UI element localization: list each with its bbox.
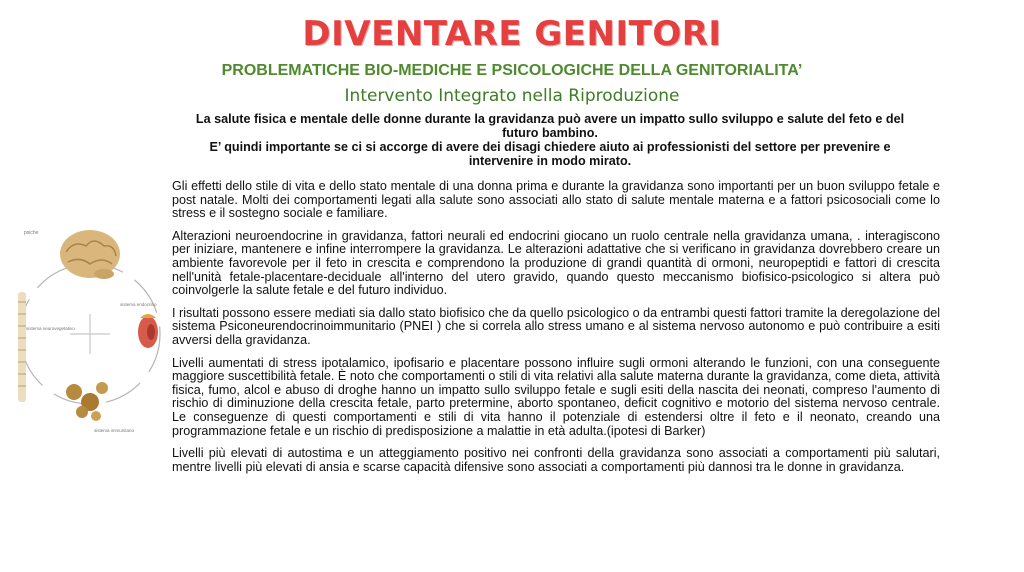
body-text bbox=[172, 180, 940, 483]
paragraph: Gli effetti dello stile di vita e dello stato mentale di una donna prima e durante la gravidanza sono importanti per un buon sviluppo fetale e post natale. Molti dei comportamenti legati alla salute sono associati allo stato di salute mentale materna e a fattori psicosociali come lo stress e il sostegno sociale e familiare. bbox=[172, 179, 940, 221]
intro-line: La salute fisica e mentale delle donne durante la gravidanza può avere un impatto sullo sviluppo e salute del feto e del futuro bambino. bbox=[195, 112, 905, 140]
paragraph: Livelli aumentati di stress ipotalamico, ipofisario e placentare possono influire sugli ormoni alterando le funzioni, con una conseguente maggiore suscettibilità fetale. È noto che comportamenti o stili di vita relativi alla salute materna durante la gravidanza, come dieta, attività fisica, fumo, alcol e abuso di droghe hanno un impatto sullo sviluppo fetale e sugli esiti della nascita dei neonati, compreso l'aumento di rischio di diminuzione della crescita fetale, parto pretermine, aborto spontaneo, deficit cognitivo e motorio del sistema nervoso centrale. Le conseguenze di questi comportamenti e stili di vita hanno il potenziale di estendersi oltre il feto e il neonato, creando una programmazione fetale e un rischio di predisposizione a malattie in età adulta.(ipotesi di Barker) bbox=[172, 355, 940, 438]
label-immunitario: sistema immunitario bbox=[94, 428, 135, 433]
paragraph: Alterazioni neuroendocrine in gravidanza, fattori neurali ed endocrini giocano un ruolo centrale nella gravidanza umana, . interagiscono per iniziare, mantenere e infine interrompere la gravidanza. Le alterazioni adattative che si verificano in gravidanza dovrebbero creare un ambiente favorevole per il feto in crescita e comprendono la produzione di grandi quantità di ormoni, neuropeptidi e fattori di crescita nell'unità fetale-placentare-deciduale all'interno del utero gravido, quando questo meccanismo biofisico-psicologico si altera può coinvolgerle la salute fetale e del futuro individuo. bbox=[172, 228, 940, 298]
page-title: DIVENTARE GENITORI bbox=[302, 14, 722, 54]
intro-block bbox=[180, 112, 920, 168]
intro-line: E’ quindi importante se ci si accorge di avere dei disagi chiedere aiuto ai professionisti del settore per prevenire e intervenire in modo mirato. bbox=[209, 140, 891, 168]
page-tagline: Intervento Integrato nella Riproduzione bbox=[344, 86, 680, 106]
pnei-diagram-image bbox=[8, 222, 166, 446]
page-subtitle: PROBLEMATICHE BIO-MEDICHE E PSICOLOGICHE DELLA GENITORIALITA’ bbox=[221, 62, 803, 79]
pnei-diagram bbox=[8, 222, 166, 446]
brain-icon bbox=[60, 230, 120, 279]
spine-icon bbox=[18, 292, 26, 402]
label-neurovegetativo: sistema neurovegetativo bbox=[26, 326, 75, 331]
label-psiche: psiche bbox=[24, 230, 39, 236]
paragraph: I risultati possono essere mediati sia dallo stato biofisico che da quello psicologico o da entrambi questi fattori tramite la deregolazione del sistema Psiconeurendocrinoimmunitario (PNEI ) che si correla allo stress umano e al sistema nervoso autonomo e può contribuire a esiti avversi della gravidanza. bbox=[172, 305, 940, 347]
paragraph: Livelli più elevati di autostima e un atteggiamento positivo nei confronti della gravidanza sono associati a comportamenti più salutari, mentre livelli più elevati di ansia e scarse capacità difensive sono associati a comportamenti più dannosi tra le donne in gravidanza. bbox=[172, 446, 940, 474]
label-endocrino: sistema endocrino bbox=[120, 302, 157, 307]
kidney-icon bbox=[138, 314, 158, 348]
